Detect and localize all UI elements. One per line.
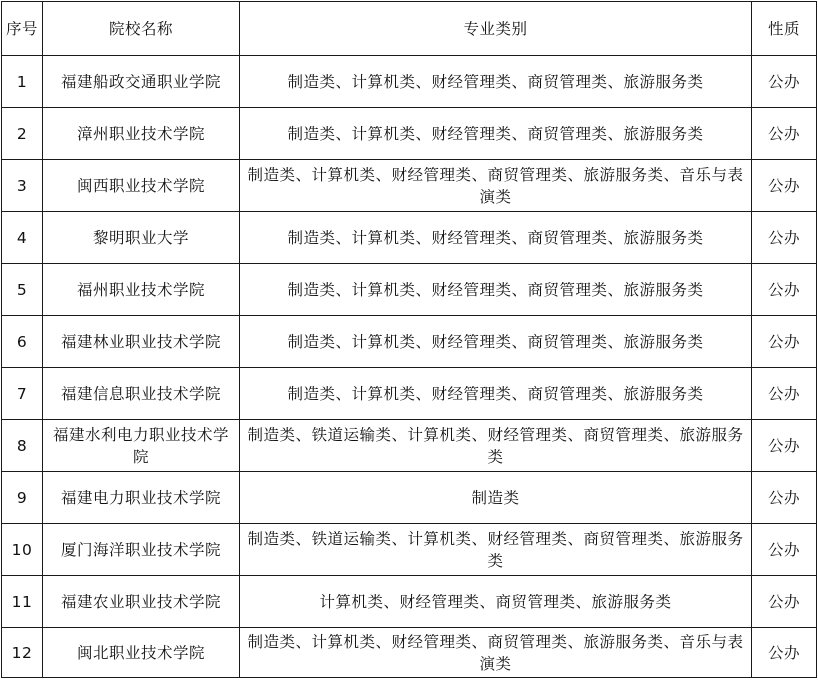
cell-nature: 公办 (752, 316, 817, 368)
table-row (2, 108, 817, 160)
cell-nature: 公办 (752, 472, 817, 524)
cell-index: 11 (2, 576, 43, 628)
cell-majors: 制造类、铁道运输类、计算机类、财经管理类、商贸管理类、旅游服务类 (240, 524, 752, 576)
cell-school: 闽北职业技术学院 (43, 628, 240, 678)
cell-majors: 制造类 (240, 472, 752, 524)
cell-nature: 公办 (752, 368, 817, 420)
cell-majors: 制造类、计算机类、财经管理类、商贸管理类、旅游服务类 (240, 264, 752, 316)
cell-school: 闽西职业技术学院 (43, 160, 240, 212)
cell-majors: 制造类、计算机类、财经管理类、商贸管理类、旅游服务类、音乐与表演类 (240, 160, 752, 212)
cell-school: 厦门海洋职业技术学院 (43, 524, 240, 576)
cell-nature: 公办 (752, 628, 817, 678)
cell-index: 3 (2, 160, 43, 212)
table-row (2, 368, 817, 420)
cell-nature: 公办 (752, 420, 817, 472)
cell-nature: 公办 (752, 56, 817, 108)
cell-majors: 制造类、计算机类、财经管理类、商贸管理类、旅游服务类、音乐与表演类 (240, 628, 752, 678)
cell-index: 2 (2, 108, 43, 160)
cell-nature: 公办 (752, 524, 817, 576)
cell-index: 8 (2, 420, 43, 472)
cell-nature: 公办 (752, 212, 817, 264)
cell-index: 1 (2, 56, 43, 108)
table-row (2, 576, 817, 628)
header-nature: 性质 (752, 2, 817, 56)
cell-school: 福建船政交通职业学院 (43, 56, 240, 108)
cell-index: 5 (2, 264, 43, 316)
cell-majors: 制造类、计算机类、财经管理类、商贸管理类、旅游服务类 (240, 212, 752, 264)
header-school: 院校名称 (43, 2, 240, 56)
cell-index: 9 (2, 472, 43, 524)
table-row (2, 264, 817, 316)
cell-nature: 公办 (752, 264, 817, 316)
schools-table (1, 1, 817, 678)
cell-school: 福州职业技术学院 (43, 264, 240, 316)
cell-index: 12 (2, 628, 43, 678)
cell-school: 福建林业职业技术学院 (43, 316, 240, 368)
cell-nature: 公办 (752, 160, 817, 212)
header-index: 序号 (2, 2, 43, 56)
cell-index: 10 (2, 524, 43, 576)
cell-school: 黎明职业大学 (43, 212, 240, 264)
cell-school: 福建水利电力职业技术学院 (43, 420, 240, 472)
cell-school: 福建信息职业技术学院 (43, 368, 240, 420)
header-majors: 专业类别 (240, 2, 752, 56)
table-row (2, 628, 817, 678)
cell-index: 4 (2, 212, 43, 264)
cell-index: 7 (2, 368, 43, 420)
table-row (2, 472, 817, 524)
table-row (2, 420, 817, 472)
cell-majors: 制造类、计算机类、财经管理类、商贸管理类、旅游服务类 (240, 56, 752, 108)
cell-school: 福建电力职业技术学院 (43, 472, 240, 524)
table-row (2, 212, 817, 264)
cell-school: 漳州职业技术学院 (43, 108, 240, 160)
cell-majors: 计算机类、财经管理类、商贸管理类、旅游服务类 (240, 576, 752, 628)
cell-school: 福建农业职业技术学院 (43, 576, 240, 628)
cell-majors: 制造类、铁道运输类、计算机类、财经管理类、商贸管理类、旅游服务类 (240, 420, 752, 472)
table-row (2, 160, 817, 212)
cell-majors: 制造类、计算机类、财经管理类、商贸管理类、旅游服务类 (240, 368, 752, 420)
table-header-row (2, 2, 817, 56)
table-row (2, 56, 817, 108)
cell-nature: 公办 (752, 108, 817, 160)
cell-nature: 公办 (752, 576, 817, 628)
table-row (2, 316, 817, 368)
cell-index: 6 (2, 316, 43, 368)
table-row (2, 524, 817, 576)
cell-majors: 制造类、计算机类、财经管理类、商贸管理类、旅游服务类 (240, 316, 752, 368)
cell-majors: 制造类、计算机类、财经管理类、商贸管理类、旅游服务类 (240, 108, 752, 160)
